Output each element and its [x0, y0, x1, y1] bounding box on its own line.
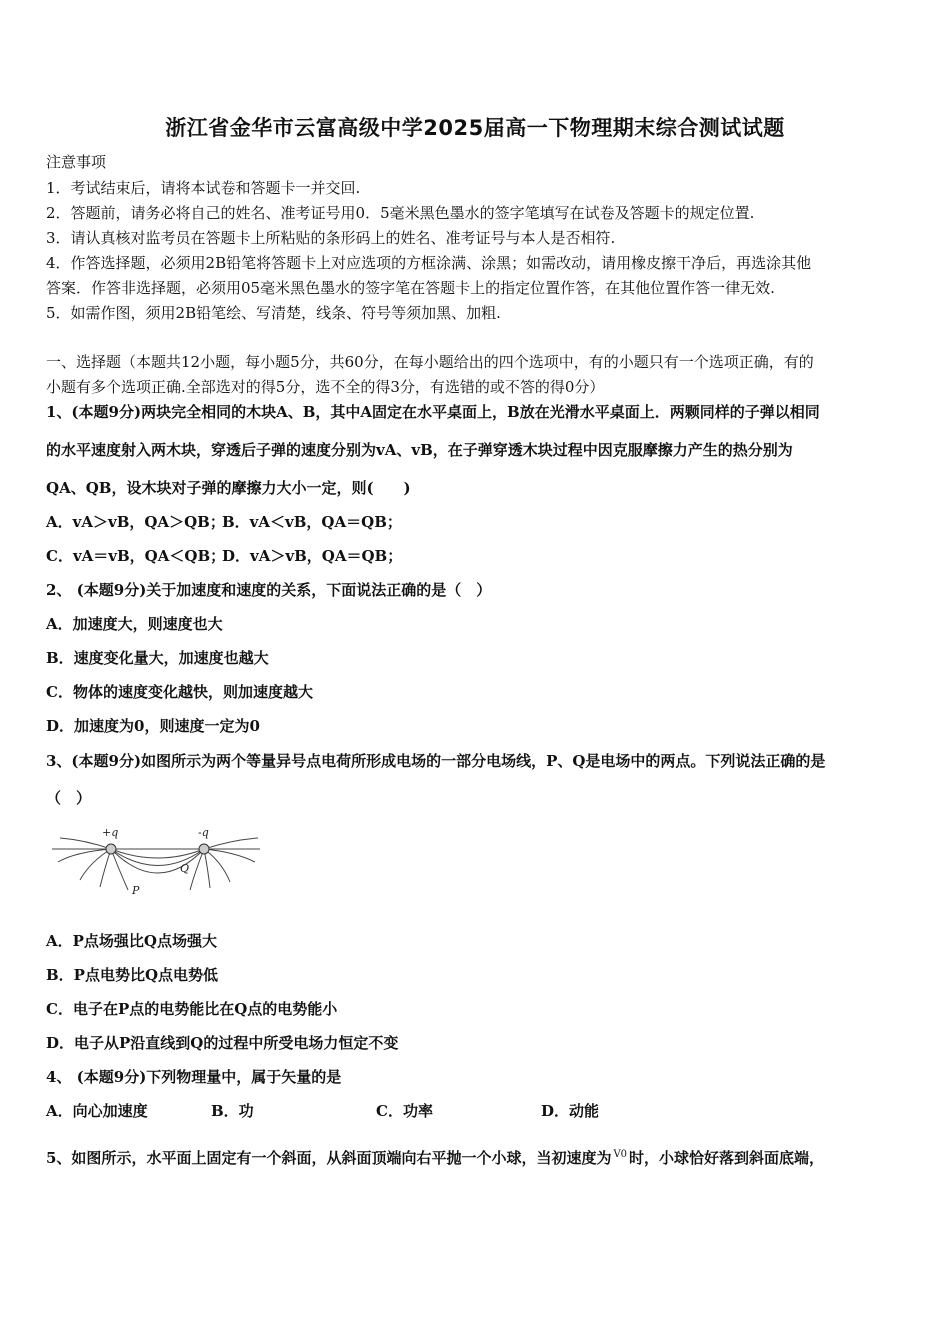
- q5-stem: [46, 1147, 824, 1168]
- point-p-label: P: [132, 884, 140, 897]
- q4-option-c[interactable]: C．功率: [376, 1102, 433, 1120]
- q1-option-d[interactable]: D．vA＞vB，QA＝QB；: [222, 547, 403, 565]
- q2-option-c[interactable]: C．物体的速度变化越快，则加速度越大: [46, 683, 313, 701]
- q4-stem: 4、 (本题9分)下列物理量中，属于矢量的是: [46, 1068, 342, 1086]
- q1-stem: 1、(本题9分)两块完全相同的木块A、B，其中A固定在水平桌面上，B放在光滑水平桌面上．两颗同样的子弹以相同: [46, 403, 820, 421]
- q3-option-d[interactable]: D．电子从P沿直线到Q的过程中所受电场力恒定不变: [46, 1034, 399, 1052]
- q3-option-a[interactable]: A．P点场强比Q点场强大: [46, 932, 217, 950]
- electric-field-figure: [50, 822, 270, 902]
- q3-stem: 3、(本题9分)如图所示为两个等量异号点电荷所形成电场的一部分电场线，P、Q是电场中的两点。下列说法正确的是: [46, 752, 826, 770]
- q2-stem: 2、 (本题9分)关于加速度和速度的关系，下面说法正确的是（ ）: [46, 581, 492, 599]
- q3-option-b[interactable]: B．P点电势比Q点电势低: [46, 966, 219, 984]
- q1-option-c[interactable]: C．vA＝vB，QA＜QB；: [46, 547, 226, 565]
- notice-item: 4．作答选择题，必须用2B铅笔将答题卡上对应选项的方框涂满、涂黑；如需改动，请用橡皮擦干净后，再选涂其他: [46, 254, 812, 272]
- notice-item: 5．如需作图，须用2B铅笔绘、写清楚，线条、符号等须加黑、加粗.: [46, 304, 501, 322]
- q2-option-a[interactable]: A．加速度大，则速度也大: [46, 615, 223, 633]
- section-heading: 一、选择题（本题共12小题，每小题5分，共60分，在每小题给出的四个选项中，有的小题只有一个选项正确，有的: [46, 353, 814, 371]
- q2-option-d[interactable]: D．加速度为0，则速度一定为0: [46, 717, 260, 735]
- notice-item: 1．考试结束后，请将本试卷和答题卡一并交回.: [46, 179, 361, 197]
- q3-stem-cont: （ ）: [46, 789, 92, 807]
- q5-v0: V0: [613, 1149, 628, 1160]
- notice-item: 答案．作答非选择题，必须用05毫米黑色墨水的签字笔在答题卡上的指定位置作答，在其他位置作答一律无效.: [46, 279, 775, 297]
- q3-option-c[interactable]: C．电子在P点的电势能比在Q点的电势能小: [46, 1000, 338, 1018]
- q5-stem-part2: 时，小球恰好落到斜面底端，: [629, 1149, 825, 1167]
- page-title: 浙江省金华市云富高级中学2025届高一下物理期末综合测试试题: [165, 116, 785, 140]
- q2-option-b[interactable]: B．速度变化量大，加速度也越大: [46, 649, 269, 667]
- q5-stem-part1: 5、如图所示，水平面上固定有一个斜面，从斜面顶端向右平抛一个小球，当初速度为: [46, 1149, 612, 1167]
- q4-option-d[interactable]: D．动能: [541, 1102, 600, 1120]
- notice-item: 2．答题前，请务必将自己的姓名、准考证号用0．5毫米黑色墨水的签字笔填写在试卷及答题卡的规定位置.: [46, 204, 755, 222]
- notice-heading: 注意事项: [46, 153, 107, 171]
- q4-option-a[interactable]: A．向心加速度: [46, 1102, 148, 1120]
- q1-option-b[interactable]: B．vA＜vB，QA＝QB；: [222, 513, 402, 531]
- q1-stem-cont: 的水平速度射入两木块，穿透后子弹的速度分别为vA、vB，在子弹穿透木块过程中因克服摩擦力产生的热分别为: [46, 441, 793, 459]
- point-q-label: Q: [180, 862, 190, 875]
- section-heading-cont: 小题有多个选项正确.全部选对的得5分，选不全的得3分，有选错的或不答的得0分）: [46, 378, 605, 396]
- q1-option-a[interactable]: A．vA＞vB，QA＞QB；: [46, 513, 225, 531]
- q1-stem-cont: QA、QB，设木块对子弹的摩擦力大小一定，则( ): [46, 479, 411, 497]
- notice-item: 3．请认真核对监考员在答题卡上所粘贴的条形码上的姓名、准考证号与本人是否相符.: [46, 229, 616, 247]
- minus-charge-label: -q: [198, 826, 209, 839]
- q4-option-b[interactable]: B．功: [211, 1102, 254, 1120]
- plus-charge-label: +q: [102, 826, 119, 839]
